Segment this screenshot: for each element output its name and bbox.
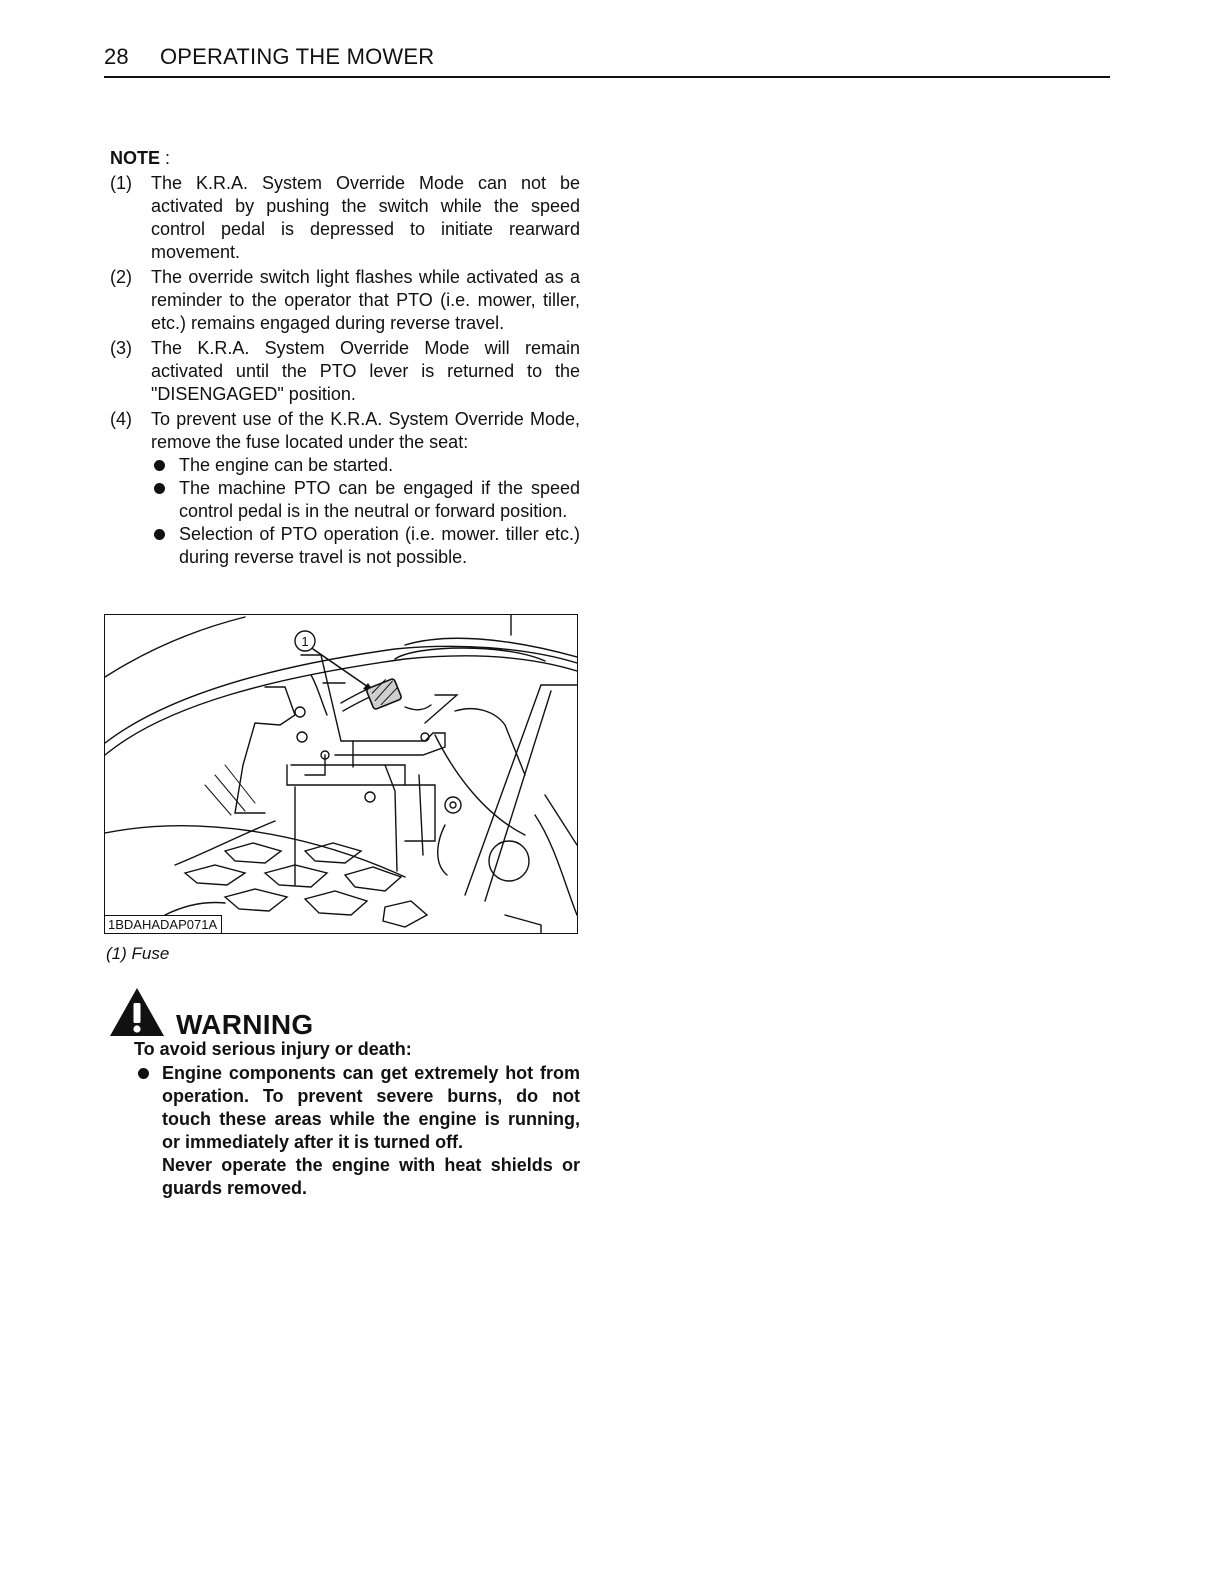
warning-text: Never operate the engine with heat shields or guards removed. xyxy=(162,1155,580,1198)
warning-item xyxy=(134,1062,580,1200)
note-colon: : xyxy=(160,148,171,168)
note-item-text: The K.R.A. System Override Mode will remain activated until the PTO lever is returned to the "DISENGAGED" position. xyxy=(151,338,580,404)
note-item-text: To prevent use of the K.R.A. System Override Mode, remove the fuse located under the seat: xyxy=(151,409,580,452)
bullet-icon xyxy=(154,483,165,494)
note-list xyxy=(110,172,580,571)
note-item-text: The K.R.A. System Override Mode can not be activated by pushing the switch while the speed control pedal is depressed to initiate rearward movement. xyxy=(151,173,580,262)
fuse-location-drawing xyxy=(105,615,577,933)
figure-caption: (1) Fuse xyxy=(106,944,170,963)
note-item xyxy=(110,172,580,264)
note-item xyxy=(110,266,580,335)
bullet-icon xyxy=(154,460,165,471)
warning-list xyxy=(134,1062,580,1200)
note-item-number: (3) xyxy=(110,338,132,358)
bullet-text: The engine can be started. xyxy=(179,455,394,475)
note-heading xyxy=(110,148,580,169)
callout-number: 1 xyxy=(301,634,309,649)
fuse-illustration xyxy=(104,614,578,934)
section-title: OPERATING THE MOWER xyxy=(160,44,435,69)
note-label: NOTE xyxy=(110,148,161,168)
note-item xyxy=(110,408,580,569)
bullet-icon xyxy=(154,529,165,540)
note-item-number: (4) xyxy=(110,409,132,429)
bullet-item xyxy=(151,454,580,477)
figure-code: 1BDAHADAP071A xyxy=(105,915,222,933)
page-number: 28 xyxy=(104,44,129,69)
bullet-text: The machine PTO can be engaged if the speed control pedal is in the neutral or forward position. xyxy=(179,478,580,521)
note-item-number: (1) xyxy=(110,173,132,193)
bullet-text: Selection of PTO operation (i.e. mower. tiller etc.) during reverse travel is not possible. xyxy=(179,524,580,567)
note-item-text: The override switch light flashes while activated as a reminder to the operator that PTO (i.e. mower, tiller, etc.) remains engaged during reverse travel. xyxy=(151,267,580,333)
page-header xyxy=(104,42,1110,78)
warning-title: WARNING xyxy=(176,1009,314,1040)
note-item-number: (2) xyxy=(110,267,132,287)
warning-triangle-icon xyxy=(108,986,166,1038)
warning-text: Engine components can get extremely hot from operation. To prevent severe burns, do not touch these areas while the engine is running, or immediately after it is turned off. xyxy=(162,1063,580,1152)
bullet-item xyxy=(151,523,580,569)
bullet-icon xyxy=(138,1068,149,1079)
warning-intro: To avoid serious injury or death: xyxy=(134,1039,412,1059)
bullet-item xyxy=(151,477,580,523)
note-item xyxy=(110,337,580,406)
